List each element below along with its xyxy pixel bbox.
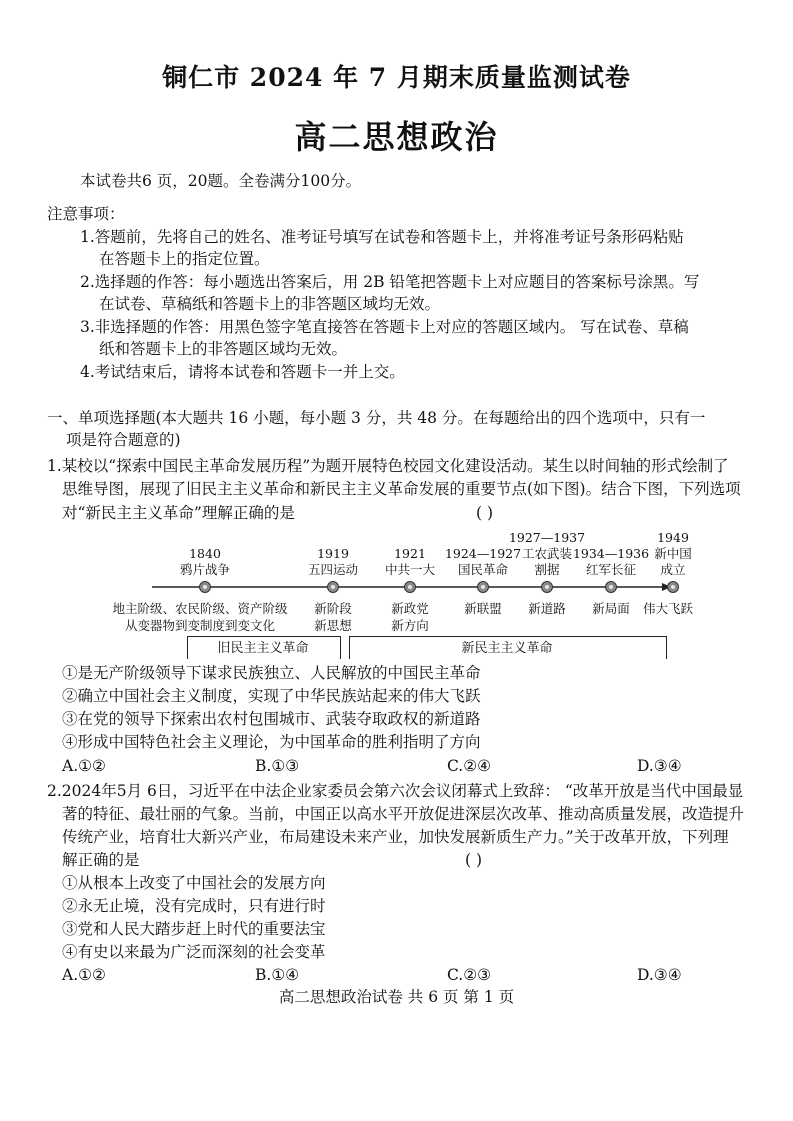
notice-item-3-cont: 纸和答题卡上的非答题区域均无效。 <box>99 340 348 358</box>
tl-year-1934: 1934—1936 <box>572 546 650 561</box>
tl-event-1927-b: 割据 <box>534 562 560 577</box>
q1-statement-3: ③在党的领导下探索出农村包围城市、武装夺取政权的新道路 <box>62 710 481 728</box>
exam-title: 铜仁市 2024 年 7 月期末质量监测试卷 <box>162 63 631 92</box>
tl-year-1919: 1919 <box>317 546 349 561</box>
notice-item-1: 1.答题前，先将自己的姓名、准考证号填写在试卷和答题卡上，并将准考证号条形码粘贴 <box>80 228 684 246</box>
tl-year-1949: 1949 <box>657 530 689 545</box>
tl-node-1840 <box>199 581 211 593</box>
tl-below-1840-b: 从变器物到变制度到变文化 <box>124 618 275 633</box>
q2-statement-4: ④有史以来最为广泛而深刻的社会变革 <box>62 943 326 961</box>
q2-stem-line-4: 解正确的是 <box>62 851 140 869</box>
q2-option-d[interactable]: D.③④ <box>637 966 682 984</box>
tl-node-1921 <box>404 581 416 593</box>
tl-year-1924: 1924—1927 <box>444 546 522 561</box>
notice-heading: 注意事项： <box>47 205 125 223</box>
tl-below-1921-b: 新方向 <box>391 618 429 633</box>
q1-stem-line-3: 对“新民主主义革命”理解正确的是 <box>62 504 295 522</box>
tl-year-1840: 1840 <box>189 546 221 561</box>
tl-below-1949: 伟大飞跃 <box>642 601 693 616</box>
tl-event-1934: 红军长征 <box>585 562 636 577</box>
notice-item-2-cont: 在试卷、草稿纸和答题卡上的非答题区域均无效。 <box>99 295 441 313</box>
q2-statement-1: ①从根本上改变了中国社会的发展方向 <box>62 874 326 892</box>
section-heading-cont: 项是符合题意的) <box>66 431 181 449</box>
q1-statement-1: ①是无产阶级领导下谋求民族独立、人民解放的中国民主革命 <box>62 664 481 682</box>
q1-option-d[interactable]: D.③④ <box>637 757 682 775</box>
tl-below-1919-b: 新思想 <box>314 618 352 633</box>
q2-statement-2: ②永无止境，没有完成时，只有进行时 <box>62 897 326 915</box>
q1-option-c[interactable]: C.②④ <box>447 757 492 775</box>
tl-event-1840: 鸦片战争 <box>179 562 230 577</box>
tl-node-1949 <box>667 581 679 593</box>
old-revolution-label: 旧民主主义革命 <box>217 641 309 656</box>
q2-option-b[interactable]: B.①④ <box>255 966 300 984</box>
tl-below-1924: 新联盟 <box>464 601 502 616</box>
new-revolution-label: 新民主主义革命 <box>461 641 553 656</box>
notice-item-2: 2.选择题的作答：每小题选出答案后，用 2B 铅笔把答题卡上对应题目的答案标号涂黑。写 <box>80 273 700 291</box>
notice-item-4: 4.考试结束后，请将本试卷和答题卡一并上交。 <box>80 363 405 381</box>
tl-event-1924: 国民革命 <box>457 562 508 577</box>
tl-event-1949-b: 成立 <box>660 562 686 577</box>
tl-below-1840-a: 地主阶级、农民阶级、资产阶级 <box>112 601 288 616</box>
q2-option-c[interactable]: C.②③ <box>447 966 492 984</box>
q1-option-b[interactable]: B.①③ <box>255 757 300 775</box>
q2-statement-3: ③党和人民大踏步赶上时代的重要法宝 <box>62 920 326 938</box>
q1-stem-line-2: 思维导图，展现了旧民主主义革命和新民主主义革命发展的重要节点(如下图)。结合下图，下列选项 <box>62 480 741 498</box>
subject-title: 高二思想政治 <box>294 118 499 156</box>
tl-event-1921: 中共一大 <box>384 562 435 577</box>
tl-year-1927: 1927—1937 <box>508 530 586 545</box>
tl-below-1919-a: 新阶段 <box>314 601 352 616</box>
q2-stem-line-2: 著的特征、最壮丽的气象。当前，中国正以高水平开放促进深层次改革、推动高质量发展，改造提升 <box>62 805 745 823</box>
tl-below-1927: 新道路 <box>528 601 566 616</box>
tl-node-1934 <box>605 581 617 593</box>
tl-node-1924 <box>477 581 489 593</box>
tl-node-1919 <box>327 581 339 593</box>
q1-statement-2: ②确立中国社会主义制度，实现了中华民族站起来的伟大飞跃 <box>62 687 481 705</box>
q1-option-a[interactable]: A.①② <box>62 757 106 775</box>
intro-text: 本试卷共6 页，20题。全卷满分100分。 <box>80 172 362 190</box>
page-footer: 高二思想政治试卷 共 6 页 第 1 页 <box>278 988 515 1006</box>
q2-option-a[interactable]: A.①② <box>62 966 106 984</box>
tl-below-1934: 新局面 <box>592 601 630 616</box>
q1-answer-paren: ( ) <box>476 504 494 522</box>
notice-item-1-cont: 在答题卡上的指定位置。 <box>99 250 270 268</box>
tl-event-1949: 新中国 <box>654 546 692 561</box>
notice-item-3: 3.非选择题的作答：用黑色签字笔直接答在答题卡上对应的答题区域内。 写在试卷、草稿 <box>80 318 689 336</box>
q2-answer-paren: ( ) <box>465 851 483 869</box>
q1-stem-line-1: 1.某校以“探索中国民主革命发展历程”为题开展特色校园文化建设活动。某生以时间轴的形式绘制了 <box>47 457 729 475</box>
q1-statement-4: ④形成中国特色社会主义理论，为中国革命的胜利指明了方向 <box>62 733 481 751</box>
q2-stem-line-3: 传统产业，培育壮大新兴产业，布局建设未来产业，加快发展新质生产力。”关于改革开放，下列理 <box>62 828 729 846</box>
section-heading: 一、单项选择题(本大题共 16 小题，每小题 3 分，共 48 分。在每题给出的四个选项中，只有一 <box>47 409 706 427</box>
tl-node-1927 <box>541 581 553 593</box>
tl-event-1919: 五四运动 <box>307 562 358 577</box>
tl-event-1927: 工农武装 <box>521 546 572 561</box>
tl-year-1921: 1921 <box>394 546 426 561</box>
q2-stem-line-1: 2.2024年5月 6日，习近平在中法企业家委员会第六次会议闭幕式上致辞： “改革开放是当代中国最显 <box>47 782 744 800</box>
tl-below-1921-a: 新政党 <box>391 601 429 616</box>
